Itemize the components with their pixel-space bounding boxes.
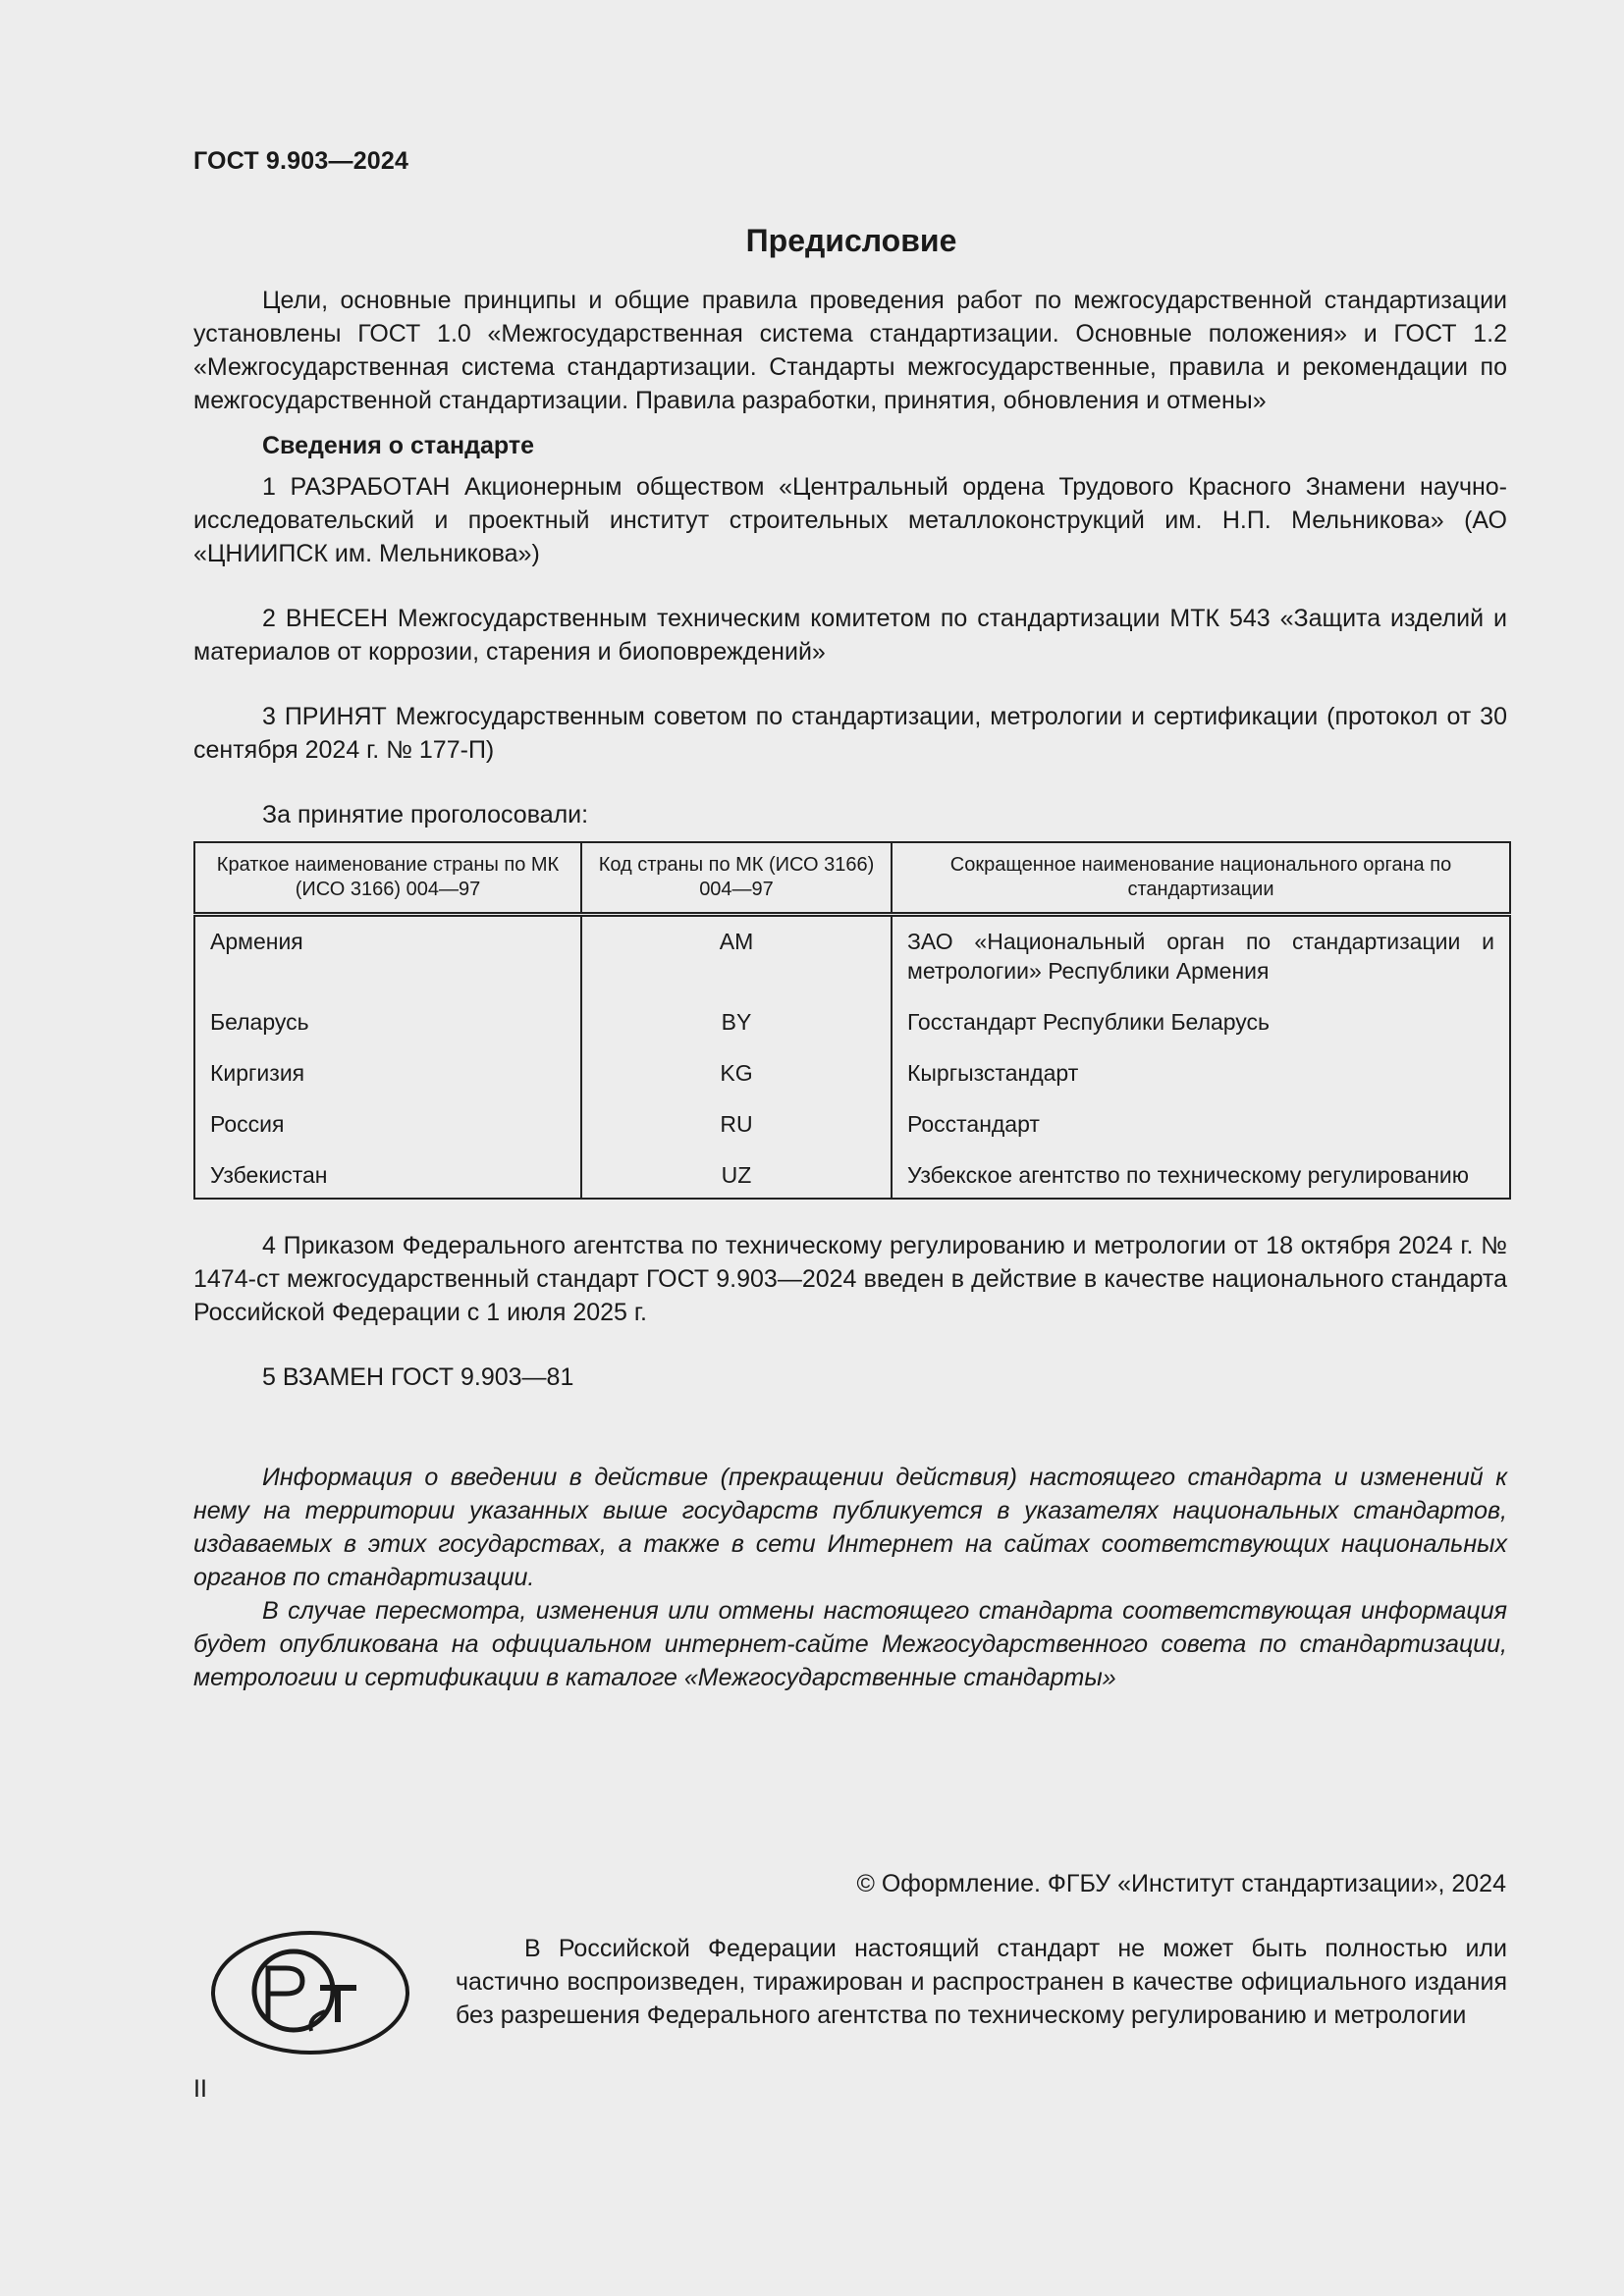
country-cell: Армения bbox=[194, 915, 581, 1005]
item-submitted: 2 ВНЕСЕН Межгосударственным техническим комитетом по стандартизации МТК 543 «Защита изделий и материалов от коррозии, старения и биоповреждений» bbox=[193, 605, 1507, 666]
voting-countries-table bbox=[193, 841, 1511, 1200]
item-enacted: 4 Приказом Федерального агентства по техническому регулированию и метрологии от 18 октября 2024 г. № 1474-ст межгосударственный стандарт ГОСТ 9.903—2024 введен в действие в качестве национального стандарта Российской Федерации с 1 июля 2025 г. bbox=[193, 1232, 1507, 1326]
column-header-authority: Сокращенное наименование национального органа по стандартизации bbox=[892, 842, 1510, 915]
table-row bbox=[194, 1157, 1510, 1199]
reproduction-notice: В Российской Федерации настоящий стандарт не может быть полностью или частично воспроизведен, тиражирован и распространен в качестве официального издания без разрешения Федерального агентства по техническому регулированию и метрологии bbox=[456, 1935, 1507, 2029]
code-cell: AM bbox=[581, 915, 892, 1005]
votes-label: За принятие проголосовали: bbox=[262, 801, 589, 828]
authority-cell: ЗАО «Национальный орган по стандартизации и метрологии» Республики Армения bbox=[892, 915, 1510, 1005]
country-cell: Беларусь bbox=[194, 1004, 581, 1055]
document-code-header: ГОСТ 9.903—2024 bbox=[193, 147, 409, 175]
item-developed: 1 РАЗРАБОТАН Акционерным обществом «Центральный ордена Трудового Красного Знамени научно-исследовательский и проектный институт строительных металлоконструкций им. Н.П. Мельникова» (АО «ЦНИИПСК им. Мельникова») bbox=[193, 473, 1507, 567]
authority-cell: Росстандарт bbox=[892, 1106, 1510, 1157]
table-row bbox=[194, 1106, 1510, 1157]
page-title: Предисловие bbox=[745, 223, 957, 258]
page-number: II bbox=[193, 2075, 207, 2103]
authority-cell: Кыргызстандарт bbox=[892, 1055, 1510, 1106]
note-publication-info: Информация о введении в действие (прекращении действия) настоящего стандарта и изменений к нему на территории указанных выше государств публикуется в указателях национальных стандартов, издаваемых в этих государствах, а также в сети Интернет на сайтах соответствующих национальных органов по стандартизации. bbox=[193, 1464, 1507, 1591]
rst-certification-mark-icon bbox=[209, 1929, 411, 2056]
column-header-code: Код страны по МК (ИСО 3166) 004—97 bbox=[581, 842, 892, 915]
copyright-notice: © Оформление. ФГБУ «Институт стандартизации», 2024 bbox=[856, 1870, 1506, 1897]
column-header-country: Краткое наименование страны по МК (ИСО 3166) 004—97 bbox=[194, 842, 581, 915]
authority-cell: Госстандарт Республики Беларусь bbox=[892, 1004, 1510, 1055]
table-header-row bbox=[194, 842, 1510, 915]
main-content bbox=[193, 284, 1507, 1694]
authority-cell: Узбекское агентство по техническому регулированию bbox=[892, 1157, 1510, 1199]
intro-paragraph: Цели, основные принципы и общие правила проведения работ по межгосударственной стандартизации установлены ГОСТ 1.0 «Межгосударственная система стандартизации. Основные положения» и ГОСТ 1.2 «Межгосударственная система стандартизации. Стандарты межгосударственные, правила и рекомендации по межгосударственной стандартизации. Правила разработки, принятия, обновления и отмены» bbox=[193, 287, 1507, 414]
table-row bbox=[194, 915, 1510, 1005]
note-revision-info: В случае пересмотра, изменения или отмены настоящего стандарта соответствующая информация будет опубликована на официальном интернет-сайте Межгосударственного совета по стандартизации, метрологии и сертификации в каталоге «Межгосударственные стандарты» bbox=[193, 1597, 1507, 1691]
country-cell: Киргизия bbox=[194, 1055, 581, 1106]
table-row bbox=[194, 1004, 1510, 1055]
item-replaces: 5 ВЗАМЕН ГОСТ 9.903—81 bbox=[262, 1363, 574, 1391]
country-cell: Россия bbox=[194, 1106, 581, 1157]
item-adopted: 3 ПРИНЯТ Межгосударственным советом по стандартизации, метрологии и сертификации (протокол от 30 сентября 2024 г. № 177-П) bbox=[193, 703, 1507, 764]
code-cell: KG bbox=[581, 1055, 892, 1106]
table-row bbox=[194, 1055, 1510, 1106]
code-cell: RU bbox=[581, 1106, 892, 1157]
info-heading: Сведения о стандарте bbox=[262, 432, 535, 459]
code-cell: BY bbox=[581, 1004, 892, 1055]
country-cell: Узбекистан bbox=[194, 1157, 581, 1199]
code-cell: UZ bbox=[581, 1157, 892, 1199]
